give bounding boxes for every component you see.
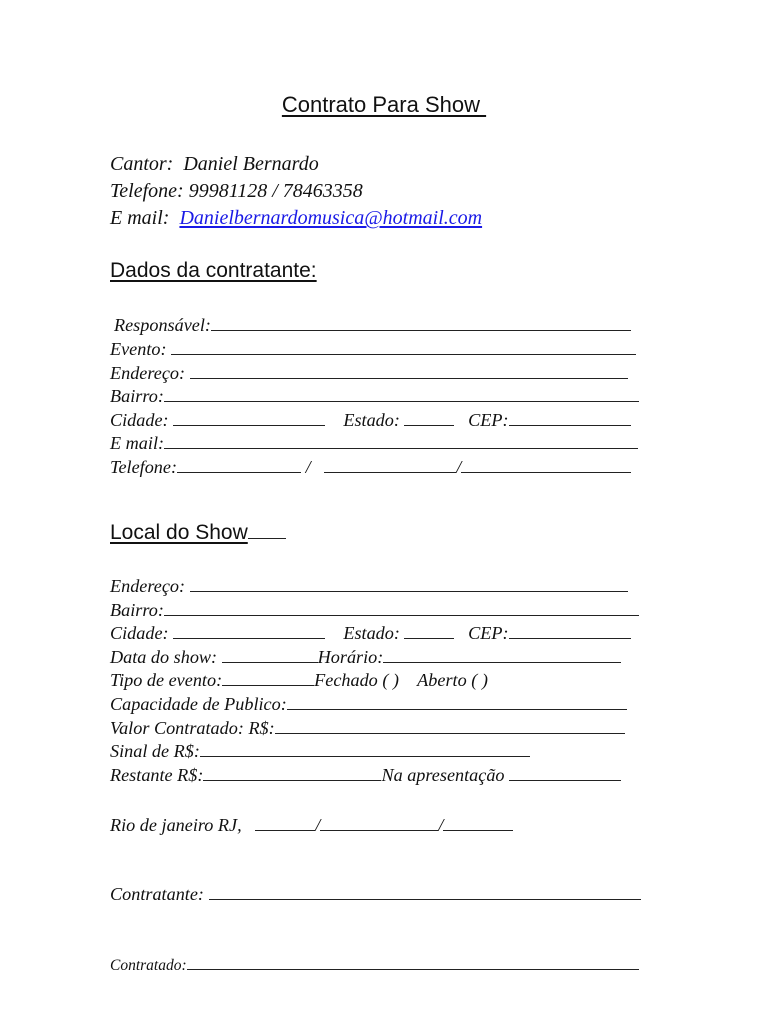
sinal-blank[interactable] <box>200 739 530 757</box>
place-date-line: Rio de janeiro RJ, / / <box>110 813 513 837</box>
tipo-evento-blank[interactable] <box>222 668 314 686</box>
apresentacao-blank[interactable] <box>509 763 621 781</box>
email-blank[interactable] <box>164 431 638 449</box>
cantor-value: Daniel Bernardo <box>183 153 319 175</box>
estado-blank[interactable] <box>404 408 454 426</box>
data-show-field: Data do show: Horário: <box>110 645 621 669</box>
capacidade-blank[interactable] <box>287 692 627 710</box>
local-heading: Local do Show <box>110 520 286 545</box>
responsavel-field: Responsável: <box>114 313 631 337</box>
evento-field: Evento: <box>110 337 636 361</box>
local-bairro-field: Bairro: <box>110 598 639 622</box>
cantor-line <box>110 151 319 177</box>
telefone-value: 99981128 / 78463358 <box>188 180 363 202</box>
horario-blank[interactable] <box>383 645 621 663</box>
aberto-option[interactable]: Aberto ( ) <box>417 670 488 690</box>
tipo-evento-field: Tipo de evento: Fechado ( ) Aberto ( ) <box>110 670 488 690</box>
endereco-field: Endereço: <box>110 361 628 385</box>
telefone-line <box>110 178 363 204</box>
year-blank[interactable] <box>443 813 513 831</box>
bairro-blank[interactable] <box>164 384 639 402</box>
local-cidade-field: Cidade: Estado: CEP: <box>110 621 631 645</box>
valor-field: Valor Contratado: R$: <box>110 716 625 740</box>
email-label: E mail: <box>110 207 170 229</box>
sinal-field: Sinal de R$: <box>110 739 530 763</box>
bairro-field: Bairro: <box>110 384 639 408</box>
day-blank[interactable] <box>255 813 315 831</box>
responsavel-blank[interactable] <box>211 313 631 331</box>
contratante-signature-line[interactable] <box>209 882 641 900</box>
local-cidade-blank[interactable] <box>173 621 325 639</box>
contratado-signature-line[interactable] <box>187 954 639 970</box>
local-endereco-blank[interactable] <box>190 574 628 592</box>
telefone-blank-2[interactable] <box>324 455 456 473</box>
month-blank[interactable] <box>320 813 438 831</box>
cidade-blank[interactable] <box>173 408 325 426</box>
local-bairro-blank[interactable] <box>164 598 639 616</box>
fechado-option[interactable]: Fechado ( ) <box>314 670 399 690</box>
cidade-field: Cidade: Estado: CEP: <box>110 408 631 432</box>
contratante-signature: Contratante: <box>110 882 641 906</box>
document-title: Contrato Para Show <box>281 92 480 117</box>
local-cep-blank[interactable] <box>509 621 631 639</box>
local-estado-blank[interactable] <box>404 621 454 639</box>
cep-blank[interactable] <box>509 408 631 426</box>
telefone-blank-3[interactable] <box>461 455 631 473</box>
local-endereco-field: Endereço: <box>110 574 628 598</box>
email-field: E mail: <box>110 431 638 455</box>
contratante-heading: Dados da contratante: <box>110 259 317 282</box>
contratado-signature: Contratado: <box>110 954 639 975</box>
cantor-label: Cantor: <box>110 153 174 175</box>
telefone-blank-1[interactable] <box>177 455 301 473</box>
endereco-blank[interactable] <box>190 361 628 379</box>
data-show-blank[interactable] <box>222 645 318 663</box>
email-line <box>110 205 482 231</box>
capacidade-field: Capacidade de Publico: <box>110 692 627 716</box>
restante-blank[interactable] <box>203 763 381 781</box>
restante-field: Restante R$: Na apresentação <box>110 763 621 787</box>
valor-blank[interactable] <box>275 716 625 734</box>
email-link[interactable]: Danielbernardomusica@hotmail.com <box>179 207 483 229</box>
evento-blank[interactable] <box>171 337 636 355</box>
telefone-field: Telefone: / / <box>110 455 631 479</box>
telefone-label: Telefone: <box>110 180 184 202</box>
